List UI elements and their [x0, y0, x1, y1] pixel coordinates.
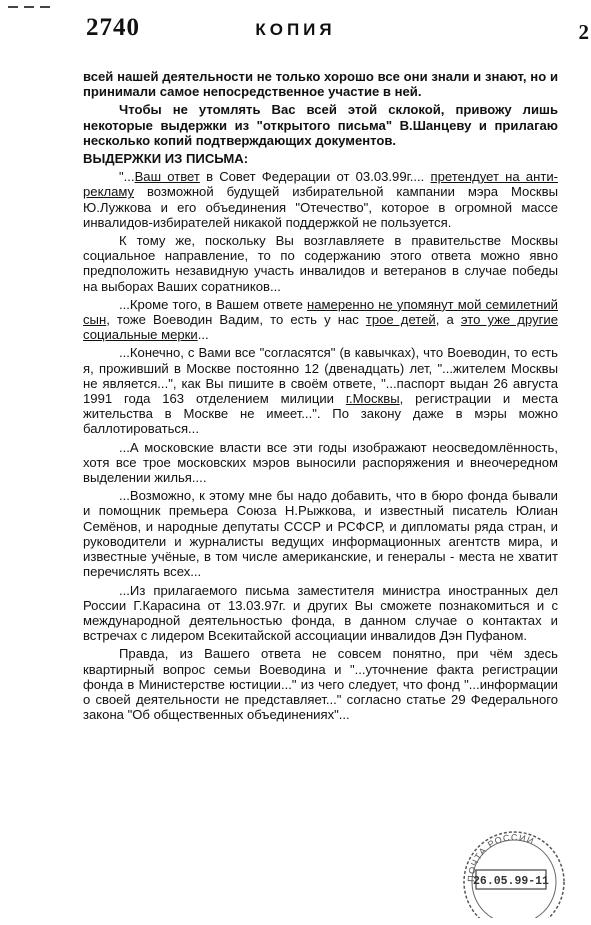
page-title: КОПИЯ — [255, 20, 336, 39]
underlined-text: намеренно не упомянут мой семилетний сын — [83, 296, 558, 328]
paragraph — [83, 345, 558, 436]
document-number: 2740 — [86, 14, 140, 41]
text-segment: К тому же, поскольку Вы возглавляете в правительстве Москвы социальное направление, то по содержанию этого ответа можно явно предположить незавидную участь инвалидов и ветеранов в случае победы на выборах Ваших соратников... — [83, 233, 558, 294]
postal-stamp — [452, 820, 572, 918]
text-segment: ... — [197, 327, 209, 343]
text-segment: ...Конечно, с Вами все "согласятся" (в кавычках), что Воеводин, то есть я, проживший в Москве постоянно 12 (двенадцать) лет, "...жителем Москвы не является...", как Вы пишите в своём ответе, "...паспорт выдан 26 августа 1991 года 163 отделением милиции — [83, 345, 558, 407]
paragraph — [83, 583, 558, 644]
text-segment: Правда, из Вашего ответа не совсем понятно, при чём здесь квартирный вопрос семьи Воеводина и "...уточнение факта регистрации фонда в Министерстве юстиции..." из чего следует, что фонд "...информации о своей деятельности не представляет..." согласно статье 29 Федерального закона "Об общественных объединениях"... — [83, 646, 558, 723]
margin-mark — [8, 6, 18, 8]
text-segment: возможной будущей избирательной кампании мэра Москвы Ю.Лужкова и его объединения "Отечество", которое в огромной массе инвалидов-избирателей никакой поддержкой не пользуется. — [83, 184, 558, 230]
underlined-text: претендует на анти-рекламу — [83, 169, 558, 200]
text-segment: "... — [119, 169, 135, 185]
text-segment: Чтобы не утомлять Вас всей этой склокой, привожу лишь некоторые выдержки из "открытого письма" В.Шанцеву и прилагаю несколько копий подтверждающих документов. — [83, 102, 558, 148]
paragraph — [83, 297, 558, 343]
stamp-date: 26.05.99-11 — [473, 875, 549, 888]
paragraph — [83, 233, 558, 294]
paragraph — [83, 488, 558, 579]
paragraph — [83, 151, 558, 166]
text-segment: ...Из прилагаемого письма заместителя министра иностранных дел России Г.Карасина от 13.03.97г. и других Вы сможете познакомиться и с международной деятельностью фонда, в данном случае о контактах и встречах с лидером Всекитайской ассоциации инвалидов Дэн Пуфаном. — [83, 582, 558, 644]
stamp-text: ПОЧТА РОССИИ — [465, 832, 536, 883]
text-segment: ...А московские власти все эти годы изображают неосведомлённость, хотя все трое московских мэров выносили распоряжения и внеочередном выделении жилья.... — [83, 439, 558, 486]
paragraph — [83, 169, 558, 230]
text-segment: , тоже Воеводин Вадим, то есть у нас — [106, 312, 366, 328]
text-segment: ВЫДЕРЖКИ ИЗ ПИСЬМА: — [83, 151, 249, 167]
paragraph — [83, 440, 558, 486]
underlined-text: г.Москвы — [345, 391, 400, 407]
paragraph — [83, 646, 558, 722]
text-segment: ...Возможно, к этому мне бы надо добавить, что в бюро фонда бывали и помощник премьера Союза Н.Рыжкова, и известный писатель Юлиан Семёнов, и народные депутаты СССР и РСФСР, и дипломаты ряда стран, и руководители и журналисты ведущих информационных агентств мира, и известные учёные, в том числе американские, и генералы - места не хватит перечислять всех... — [83, 488, 558, 580]
underlined-text: это уже другие социальные мерки — [83, 312, 558, 343]
margin-mark — [40, 6, 50, 8]
page-number: 2 — [578, 20, 589, 44]
text-segment: всей нашей деятельности не только хорошо все они знали и знают, но и принимали самое непосредственное участие в ней. — [83, 69, 558, 100]
paragraph — [83, 102, 558, 148]
text-segment: в Совет Федерации от 03.03.99г.... — [199, 169, 431, 185]
text-segment: , а — [435, 312, 461, 328]
text-segment: ...Кроме того, в Вашем ответе — [119, 296, 308, 312]
underlined-text: трое детей — [365, 312, 436, 328]
underlined-text: Ваш ответ — [134, 169, 200, 185]
letter-body — [83, 69, 558, 725]
text-segment: , регистрации и места жительства в Москве не имеет...". По закону даже в мэры можно баллотироваться... — [83, 391, 559, 437]
paragraph — [83, 69, 558, 99]
margin-mark — [24, 6, 34, 8]
